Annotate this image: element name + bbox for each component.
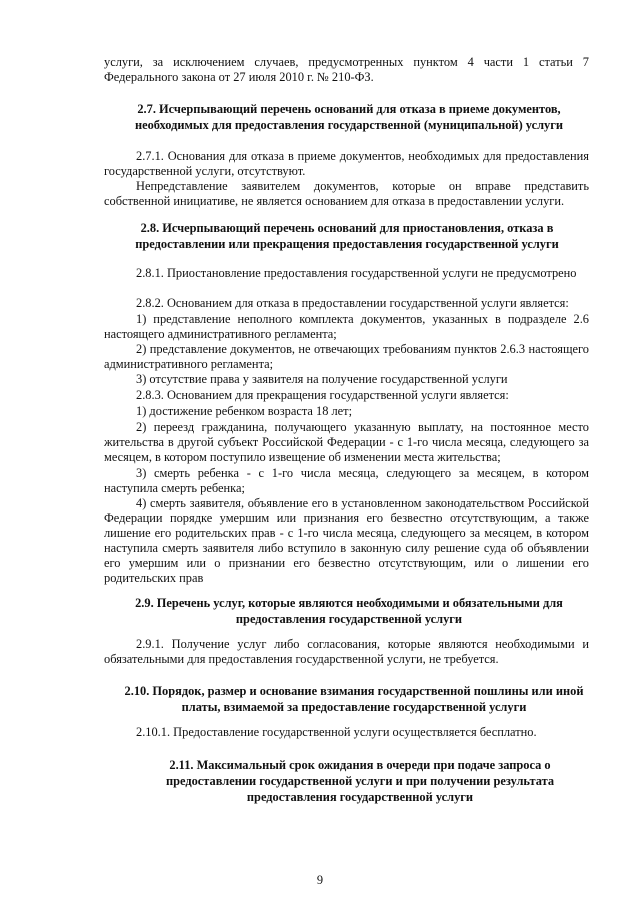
paragraph-2-8-3: 2.8.3. Основанием для прекращения государственной услуги является: xyxy=(136,388,509,402)
list-item-2-8-2-1: 1) представление неполного комплекта документов, указанных в подразделе 2.6 настоящего административного регламента; xyxy=(104,312,589,341)
list-item-2-8-3-2: 2) переезд гражданина, получающего указанную выплату, на постоянное место жительства в другой субъект Российской Федерации - с 1-го числа месяца, следующего за месяцем, в котором поступило извещение об изменении места жительства; xyxy=(104,420,589,464)
paragraph-2-7-note: Непредставление заявителем документов, которые он вправе представить собственной инициативе, не является основанием для отказа в предоставлении услуги. xyxy=(104,179,589,208)
list-item-2-8-2-2: 2) представление документов, не отвечающих требованиям пунктов 2.6.3 настоящего административного регламента; xyxy=(104,342,589,371)
paragraph-2-8-1: 2.8.1. Приостановление предоставления государственной услуги не предусмотрено xyxy=(136,266,577,280)
list-item-2-8-3-3: 3) смерть ребенка - с 1-го числа месяца, следующего за месяцем, в котором наступила смерть ребенка; xyxy=(104,466,589,495)
list-item-2-8-3-4: 4) смерть заявителя, объявление его в установленном законодательством Российской Федерации порядке умершим или признания его безвестно отсутствующим, а также лишение его родительских прав - с 1-го числа месяца, следующего за месяцем, в котором наступила смерть заявителя либо вступило в законную силу решение суда об объявлении его умершим или о признании его безвестно отсутствующим, или о лишении его родительских прав xyxy=(104,496,589,585)
section-heading-2-7: 2.7. Исчерпывающий перечень оснований для отказа в приеме документов, необходимых для предоставления государственной (муниципальной) услуги xyxy=(134,102,564,132)
section-heading-2-8: 2.8. Исчерпывающий перечень оснований для приостановления, отказа в предоставлении или прекращения предоставления государственной услуги xyxy=(135,221,559,251)
section-heading-2-9: 2.9. Перечень услуг, которые являются необходимыми и обязательными для предоставления государственной услуги xyxy=(135,596,563,626)
list-item-2-8-2-3: 3) отсутствие права у заявителя на получение государственной услуги xyxy=(136,372,508,386)
paragraph-2-10-1: 2.10.1. Предоставление государственной услуги осуществляется бесплатно. xyxy=(136,725,537,739)
paragraph-2-8-2: 2.8.2. Основанием для отказа в предоставлении государственной услуги является: xyxy=(136,296,569,310)
paragraph-continuation: услуги, за исключением случаев, предусмотренных пунктом 4 части 1 статьи 7 Федерального закона от 27 июля 2010 г. № 210-ФЗ. xyxy=(104,55,589,84)
paragraph-2-7-1: 2.7.1. Основания для отказа в приеме документов, необходимых для предоставления государственной услуги, отсутствуют. xyxy=(104,149,589,178)
section-heading-2-11: 2.11. Максимальный срок ожидания в очереди при подаче запроса о предоставлении государственной услуги и при получении результата предоставления государственной услуги xyxy=(165,758,555,804)
list-item-2-8-3-1: 1) достижение ребенком возраста 18 лет; xyxy=(136,404,353,418)
page-number: 9 xyxy=(316,873,324,887)
paragraph-2-9-1: 2.9.1. Получение услуг либо согласования, которые являются необходимыми и обязательными для предоставления государственной услуги, не требуется. xyxy=(104,637,589,666)
section-heading-2-10: 2.10. Порядок, размер и основание взимания государственной пошлины или иной платы, взимаемой за предоставление государственной услуги xyxy=(124,684,584,714)
